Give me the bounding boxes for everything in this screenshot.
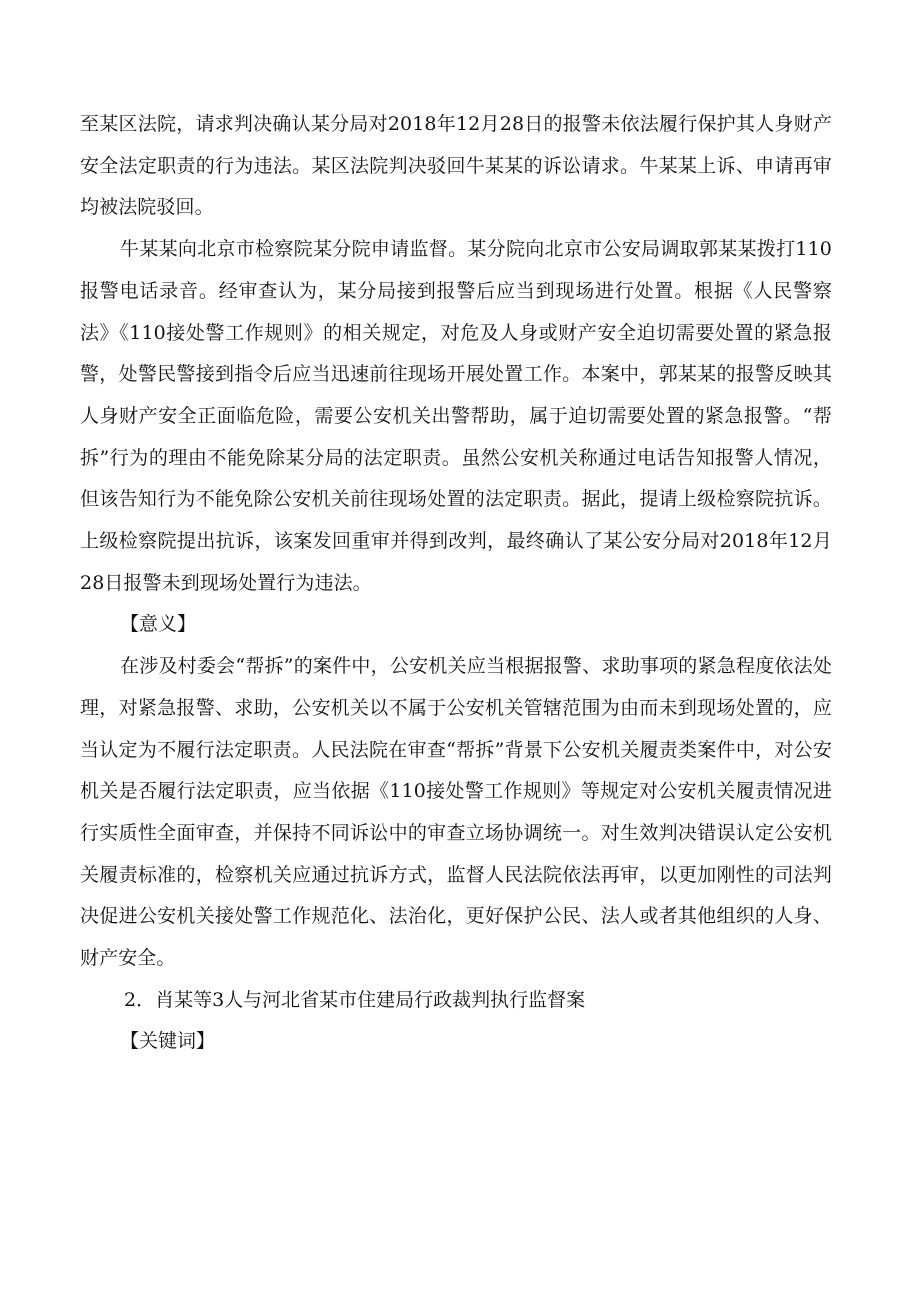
paragraph-lawsuit-outcome: 至某区法院，请求判决确认某分局对2018年12月28日的报警未依法履行保护其人身财产安全法定职责的行为违法。某区法院判决驳回牛某某的诉讼请求。牛某某上诉、申请再审均被法院驳回。: [80, 113, 832, 219]
paragraph-procuratorate-review: 牛某某向北京市检察院某分院申请监督。某分院向北京市公安局调取郭某某拨打110报警电话录音。经审查认为，某分局接到报警后应当到现场进行处置。根据《人民警察法》《110接处警工作规则》的相关规定，对危及人身或财产安全迫切需要处置的紧急报警，处警民警接到指令后应当迅速前往现场开展处置工作。本案中，郭某某的报警反映其人身财产安全正面临危险，需要公安机关出警帮助，属于迫切需要处置的紧急报警。“帮拆”行为的理由不能免除某分局的法定职责。虽然公安机关称通过电话告知报警人情况，但该告知行为不能免除公安机关前往现场处置的法定职责。据此，提请上级检察院抗诉。上级检察院提出抗诉，该案发回重审并得到改判，最终确认了某公安分局对2018年12月28日报警未到现场处置行为违法。: [80, 238, 832, 594]
paragraph-significance: 在涉及村委会“帮拆”的案件中，公安机关应当根据报警、求助事项的紧急程度依法处理，对紧急报警、求助，公安机关以不属于公安机关管辖范围为由而未到现场处置的，应当认定为不履行法定职责。人民法院在审查“帮拆”背景下公安机关履责类案件中，对公安机关是否履行法定职责，应当依据《110接处警工作规则》等规定对公安机关履责情况进行实质性全面审查，并保持不同诉讼中的审查立场协调统一。对生效判决错误认定公安机关履责标准的，检察机关应通过抗诉方式，监督人民法院依法再审，以更加刚性的司法判决促进公安机关接处警工作规范化、法治化，更好保护公民、法人或者其他组织的人身、财产安全。: [80, 655, 832, 970]
document-body: [80, 104, 832, 1063]
section-heading-significance: 【意义】: [120, 613, 197, 636]
case-title: 2．肖某等3人与河北省某市住建局行政裁判执行监督案: [124, 988, 586, 1011]
section-heading-keywords: 【关键词】: [120, 1030, 216, 1053]
